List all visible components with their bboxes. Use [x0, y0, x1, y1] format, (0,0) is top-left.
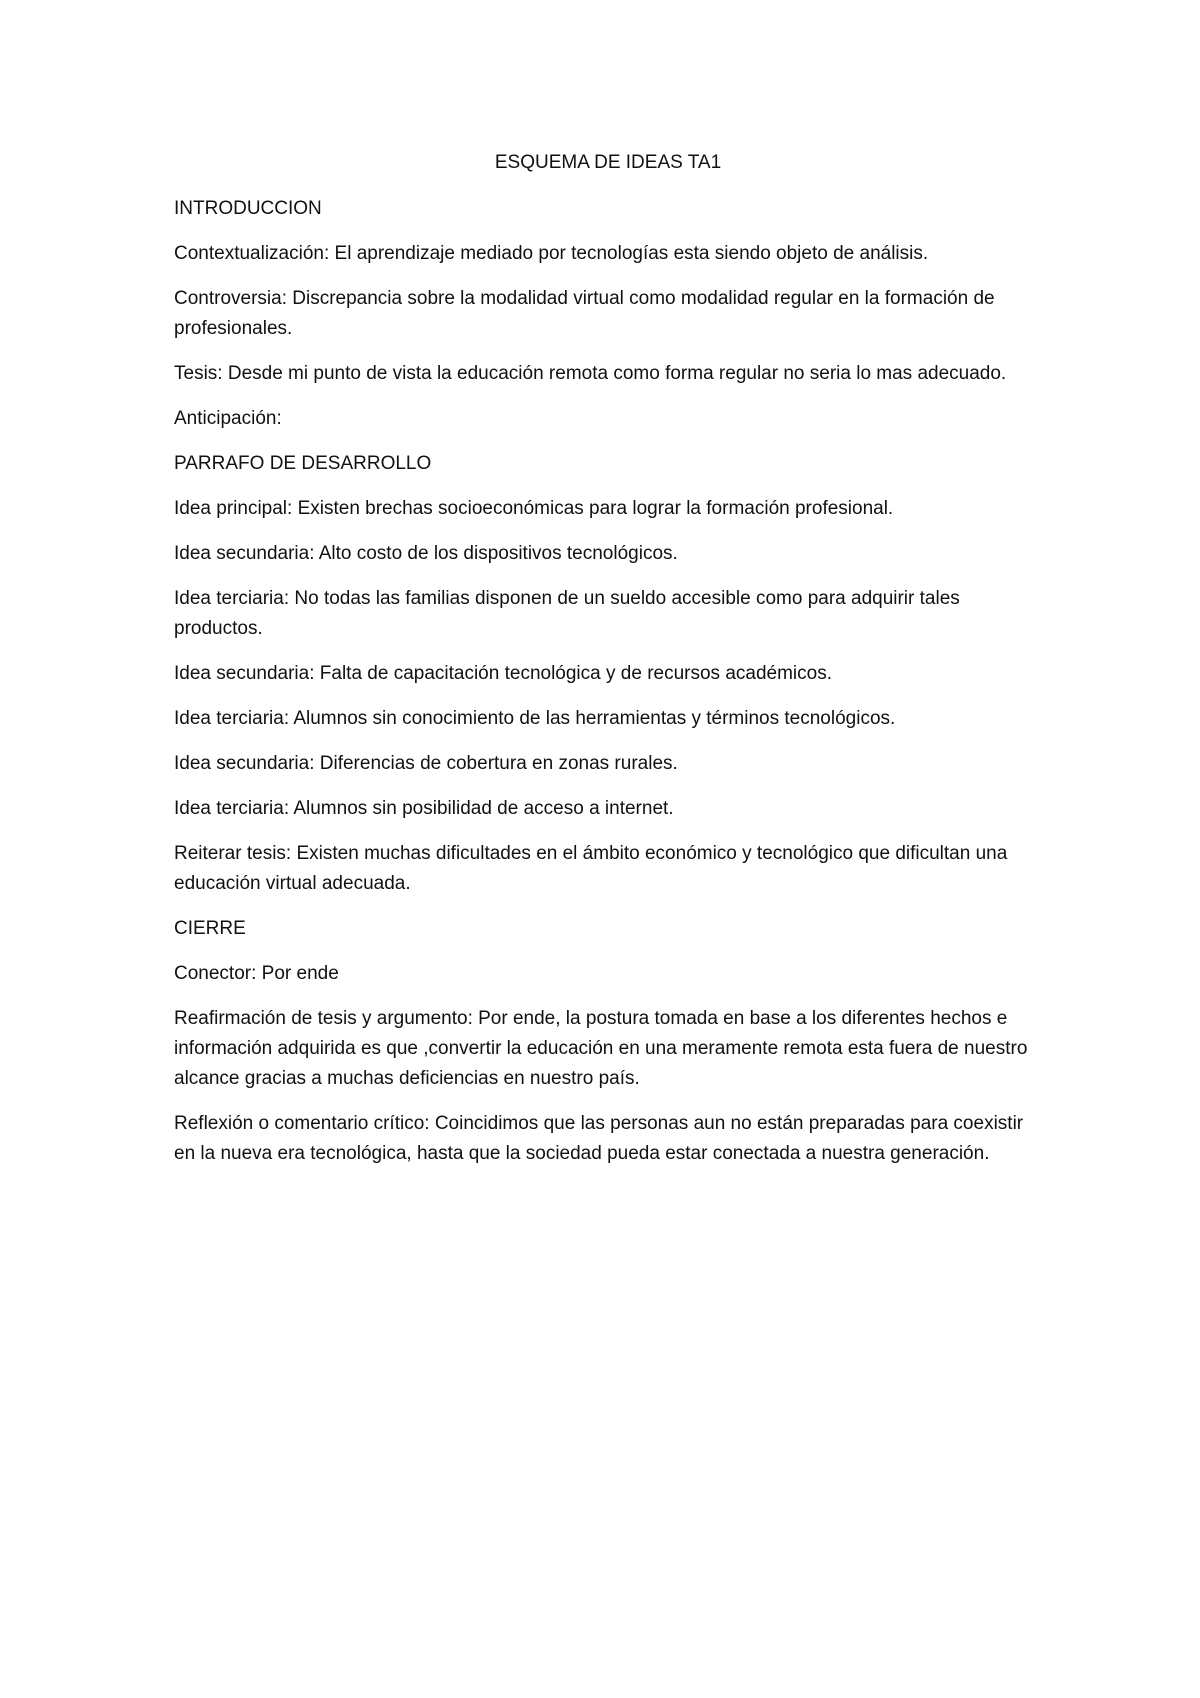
paragraph-controversia: Controversia: Discrepancia sobre la modalidad virtual como modalidad regular en la formación de profesionales. [174, 288, 995, 339]
paragraph-reflexion: Reflexión o comentario crítico: Coincidimos que las personas aun no están preparadas para coexistir en la nueva era tecnológica, hasta que la sociedad pueda estar conectada a nuestra generación. [174, 1113, 1024, 1164]
paragraph-anticipacion: Anticipación: [174, 408, 282, 429]
section-heading-desarrollo: PARRAFO DE DESARROLLO [174, 453, 432, 474]
paragraph-reiterar-tesis: Reiterar tesis: Existen muchas dificultades en el ámbito económico y tecnológico que dificultan una educación virtual adecuada. [174, 843, 1008, 894]
paragraph-idea-terciaria-2: Idea terciaria: Alumnos sin conocimiento de las herramientas y términos tecnológicos. [174, 708, 896, 729]
paragraph-conector: Conector: Por ende [174, 963, 339, 984]
paragraph-idea-secundaria-3: Idea secundaria: Diferencias de cobertura en zonas rurales. [174, 753, 678, 774]
document-body [174, 148, 1042, 1184]
document-title: ESQUEMA DE IDEAS TA1 [494, 152, 722, 173]
paragraph-idea-principal: Idea principal: Existen brechas socioeconómicas para lograr la formación profesional. [174, 498, 894, 519]
paragraph-contextualizacion: Contextualización: El aprendizaje mediado por tecnologías esta siendo objeto de análisis. [174, 243, 929, 264]
paragraph-idea-secundaria-1: Idea secundaria: Alto costo de los dispositivos tecnológicos. [174, 543, 678, 564]
paragraph-idea-terciaria-1: Idea terciaria: No todas las familias disponen de un sueldo accesible como para adquirir tales productos. [174, 588, 960, 639]
paragraph-reafirmacion: Reafirmación de tesis y argumento: Por ende, la postura tomada en base a los diferentes hechos e información adquirida es que ,convertir la educación en una meramente remota esta fuera de nuestro alcance gracias a muchas deficiencias en nuestro país. [174, 1008, 1028, 1089]
paragraph-tesis: Tesis: Desde mi punto de vista la educación remota como forma regular no seria lo mas adecuado. [174, 363, 1007, 384]
paragraph-idea-secundaria-2: Idea secundaria: Falta de capacitación tecnológica y de recursos académicos. [174, 663, 832, 684]
section-heading-cierre: CIERRE [174, 918, 246, 939]
paragraph-idea-terciaria-3: Idea terciaria: Alumnos sin posibilidad de acceso a internet. [174, 798, 674, 819]
section-heading-introduccion: INTRODUCCION [174, 198, 322, 219]
